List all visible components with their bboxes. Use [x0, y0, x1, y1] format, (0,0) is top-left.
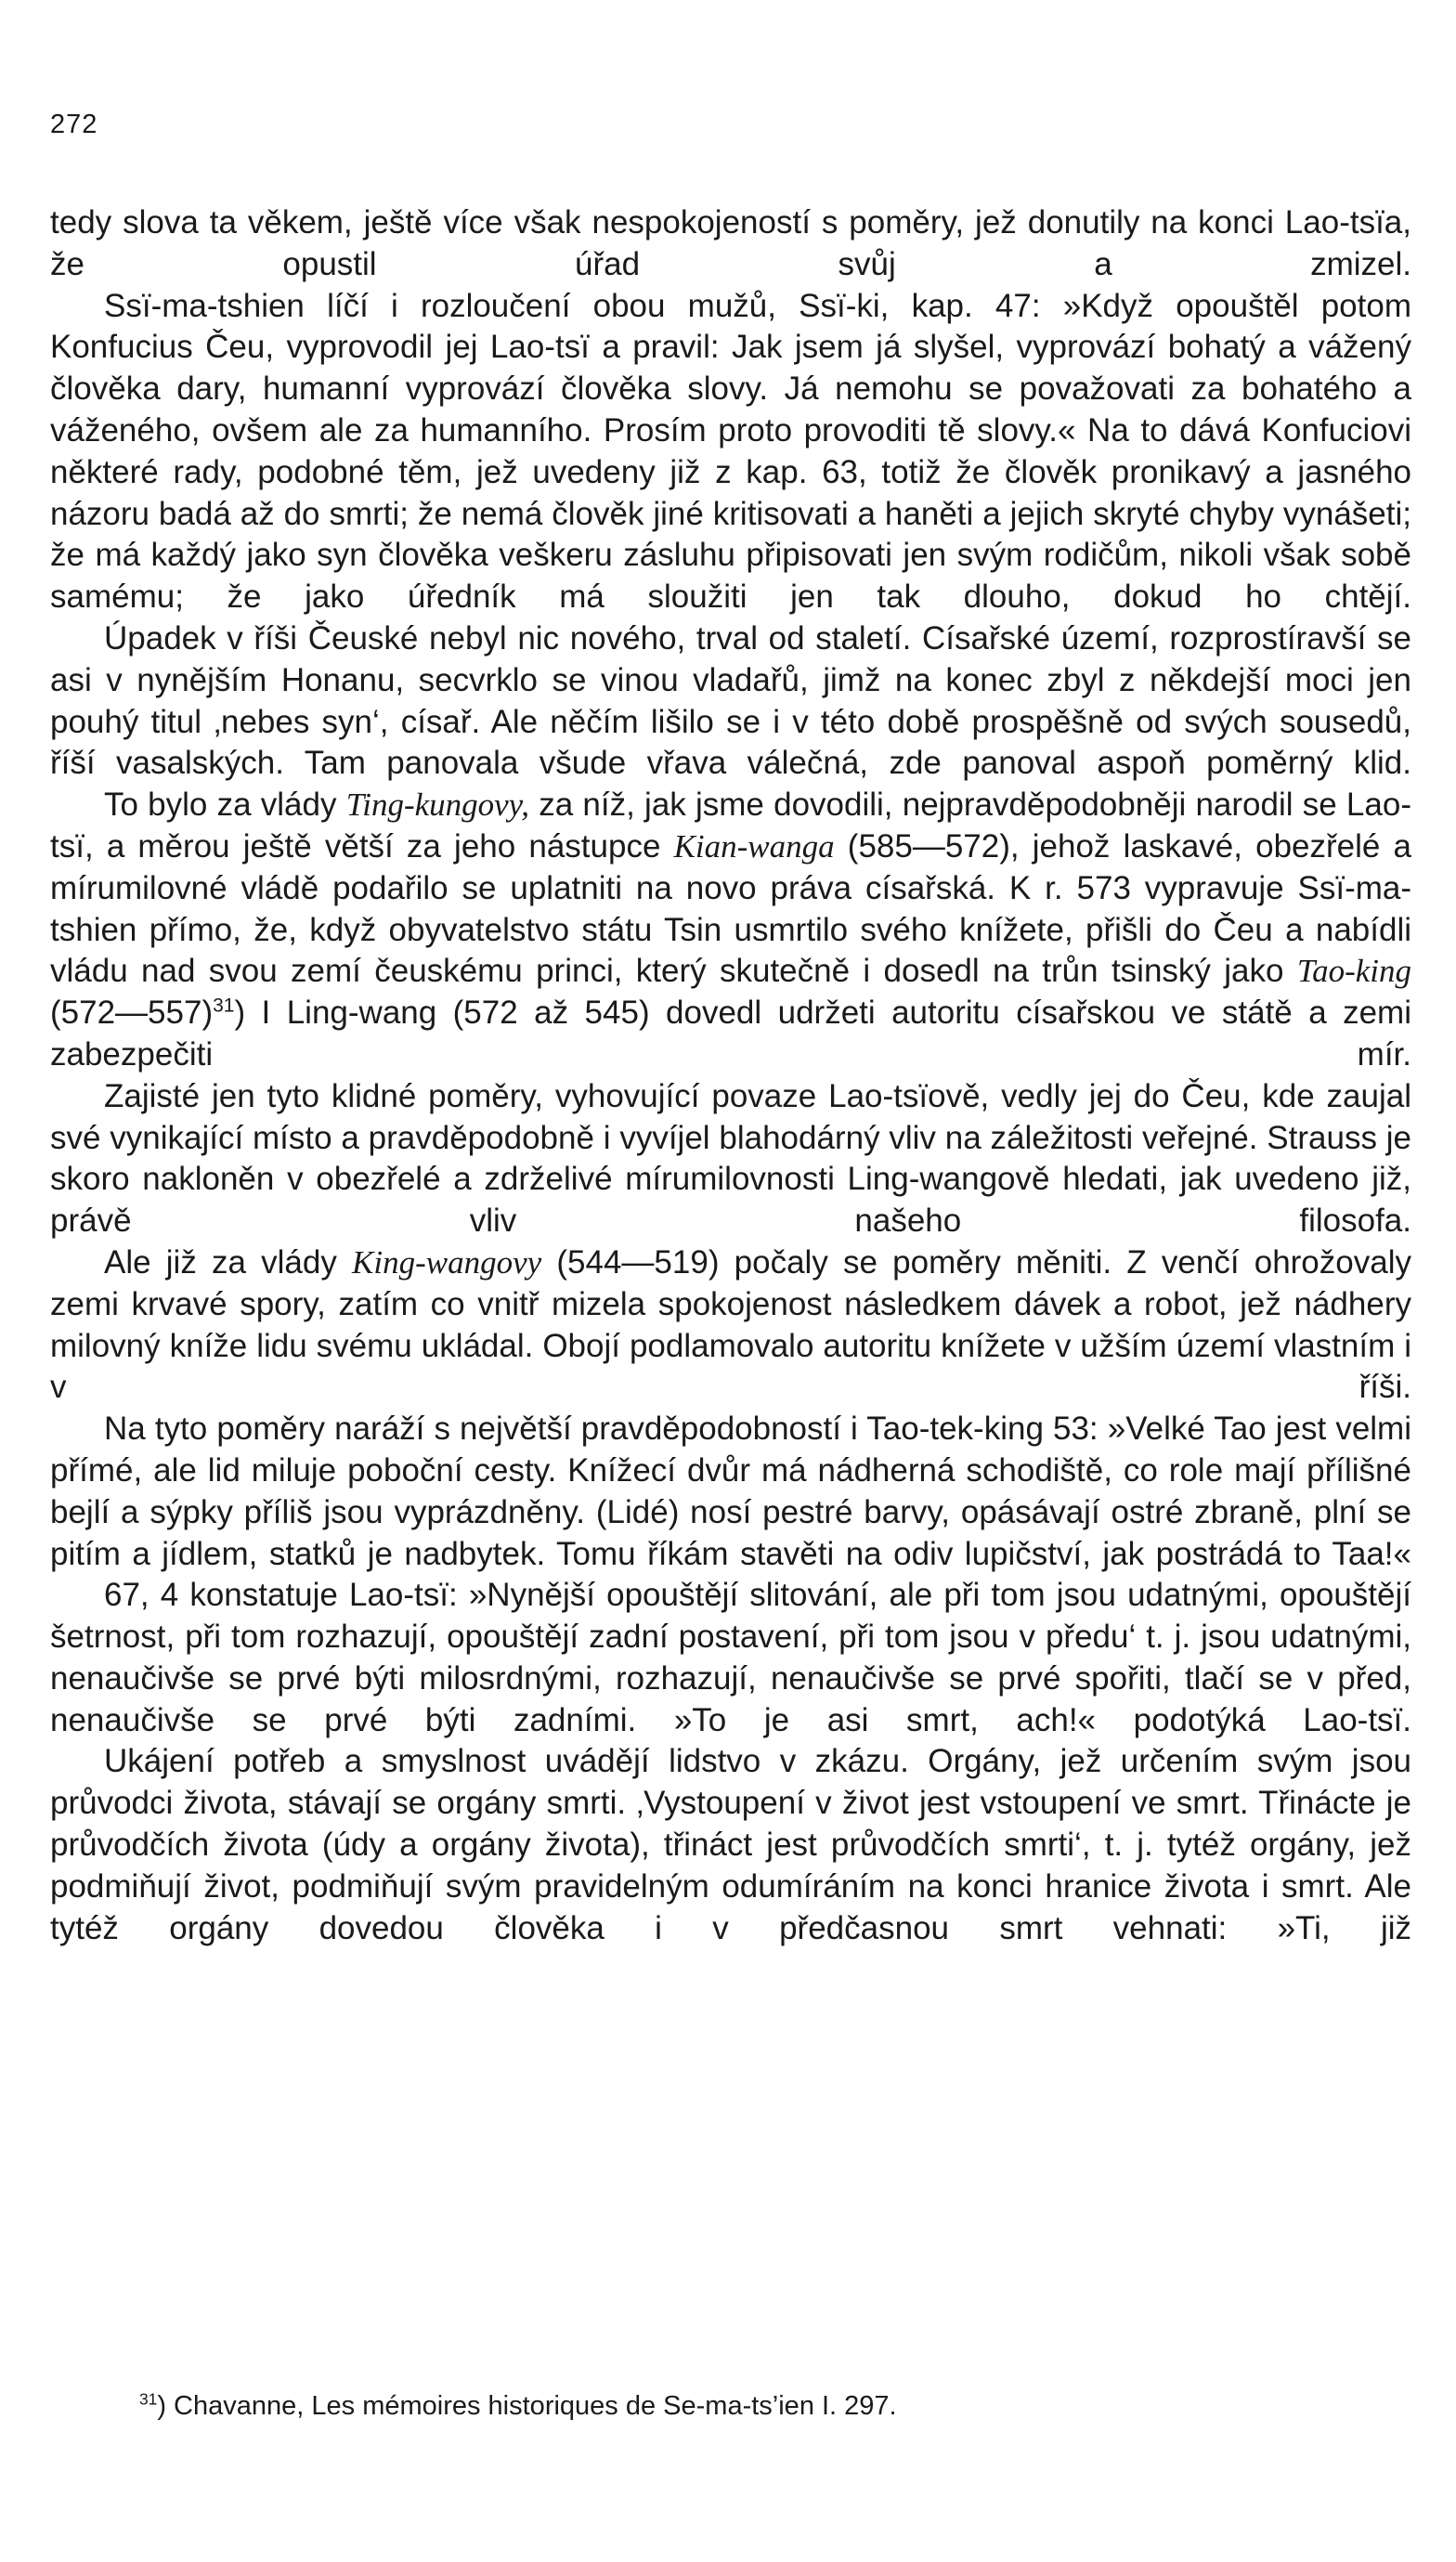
footnote-mark: 31: [139, 2389, 158, 2409]
text-span: Ale již za vlády: [104, 1243, 353, 1281]
page-number: 272: [50, 110, 98, 139]
paragraph-tao-tek-king-53: Na tyto poměry naráží s největší pravděpodobností i Tao-tek-king 53: »Velké Tao jest velmi přímé, ale lid miluje poboční cesty. Knížecí dvůr má nádherná schodiště, co role mají přílišné bejlí a sýpky příliš jsou vyprázdněny. (Lidé) nosí pestré barvy, opásávají ostré zbraně, plní se pitím a jídlem, statků je nadbytek. Tomu říkám stavěti na odiv lupičství, jak postrádá to Taa!«: [50, 1411, 1411, 1572]
text-span: (572—557): [50, 995, 214, 1032]
italic-name: Kian-wanga: [673, 827, 835, 865]
italic-name: King-wangovy: [352, 1243, 542, 1281]
text-span: (544—519) počaly se poměry měniti. Z venčí ohrožovaly zemi krvavé spory, zatím co vnitř mizela spokojenost následkem dávek a robot, jež nádhery milovný kníže lidu svému ukládal. Obojí podlamovalo autoritu knížete v užším území vlastním i v říši.: [50, 1243, 1411, 1406]
paragraph-farewell-konfucius: Ssï-ma-tshien líčí i rozloučení obou mužů, Ssï-ki, kap. 47: »Když opouštěl potom Konfucius Čeu, vyprovodil jej Lao-tsï a pravil: Jak jsem já slyšel, vyprovází bohatý a vážený člověka dary, humanní vyprovází člověka slovy. Já nemohu se považovati za bohatého a váženého, ovšem ale za humanního. Prosím proto provoditi tě slovy.« Na to dává Konfuciovi některé rady, podobné těm, jež uvedeny již z kap. 63, totiž že člověk pronikavý a jasného názoru badá až do smrti; že nemá člověk jiné kritisovati a haněti a jejich skryté chyby vynášeti; že má každý jako syn člověka veškeru zásluhu připisovati jen svým rodičům, nikoli však sobě samému; že jako úředník má sloužiti jen tak dlouho, dokud ho chtějí.: [50, 287, 1411, 616]
paragraph-peaceful-conditions: Zajisté jen tyto klidné poměry, vyhovující povaze Lao-tsïově, vedly jej do Čeu, kde zaujal své vynikající místo a pravděpodobně i vyvíjel blahodárný vliv na záležitosti veřejné. Strauss je skoro nakloněn v obezřelé a zdrželivé mírumilovnosti Ling-wangově hledati, jak uvedeno již, právě vliv našeho filosofa.: [50, 1077, 1411, 1240]
paragraph-lao-tsi-67: 67, 4 konstatuje Lao-tsï: »Nynější opouštějí slitování, ale při tom jsou udatnými, opouštějí šetrnost, při tom rozhazují, opouštějí zadní postavení, při tom jsou v předu‘ t. j. jsou udatnými, nenaučivše se prvé býti milosrdnými, rozhazují, nenaučivše se prvé spořiti, tlačí se v před, nenaučivše se prvé býti zadními. »To je asi smrt, ach!« podotýká Lao-tsï.: [50, 1577, 1411, 1738]
text-span: To bylo za vlády: [104, 787, 346, 824]
footnote: [139, 2389, 897, 2423]
paragraph-continuation: tedy slova ta věkem, ještě více však nespokojeností s poměry, jež donutily na konci Lao-tsïa, že opustil úřad svůj a zmizel.: [50, 204, 1411, 282]
footnote-reference: 31: [213, 995, 235, 1017]
text-span: (585—572), jehož laskavé, obezřelé a mírumilovné vládě podařilo se uplatniti na novo práva císařská. K r. 573 vypravuje Ssï-ma-tshien přímo, že, když obyvatelstvo státu Tsin usmrtilo svého knížete, přišli do Čeu a nabídli vládu nad svou zemí čeuskému princi, který skutečně i dosedl na trůn tsinský jako: [50, 827, 1411, 990]
text-span: ) I Ling-wang (572 až 545) dovedl udržeti autoritu císařskou ve státě a zemi zabezpečiti mír.: [50, 995, 1411, 1073]
italic-name: Ting-kungovy,: [345, 787, 530, 824]
paragraph-ceu-decline: Úpadek v říši Čeuské nebyl nic nového, trval od staletí. Císařské území, rozprostíravší se asi v nynějším Honanu, secvrklo se vinou vladařů, jimž na konec zbyl z někdejší moci jen pouhý titul ‚nebes syn‘, císař. Ale něčím lišilo se i v této době prospěšně od svých sousedů, říší vasalských. Tam panovala všude vřava válečná, zde panoval aspoň poměrný klid.: [50, 619, 1411, 782]
italic-name: Tao-king: [1296, 953, 1411, 990]
paragraph-ting-kung: [50, 785, 1411, 1076]
paragraph-organs-of-death: Ukájení potřeb a smyslnost uvádějí lidstvo v zkázu. Orgány, jež určením svým jsou průvodci života, stávají se orgány smrti. ‚Vystoupení v život jest vstoupení ve smrt. Třinácte je průvodčích života (údy a orgány života), třináct jest průvodčích smrti‘, t. j. tytéž orgány, jež podmiňují život, podmiňují svým pravidelným odumíráním na konci hranice života i smrt. Ale tytéž orgány dovedou člověka i v předčasnou smrt vehnati: »Ti, již: [50, 1743, 1411, 1946]
text-span: za níž, jak jsme dovodili, nejpravděpodobněji narodil se Lao-tsï, a měrou ještě větší za jeho nástupce: [50, 787, 1411, 865]
footnote-text: ) Chavanne, Les mémoires historiques de Se-ma-ts’ien I. 297.: [157, 2391, 897, 2421]
body-text: [50, 202, 1411, 1949]
paragraph-king-wang: [50, 1242, 1411, 1409]
